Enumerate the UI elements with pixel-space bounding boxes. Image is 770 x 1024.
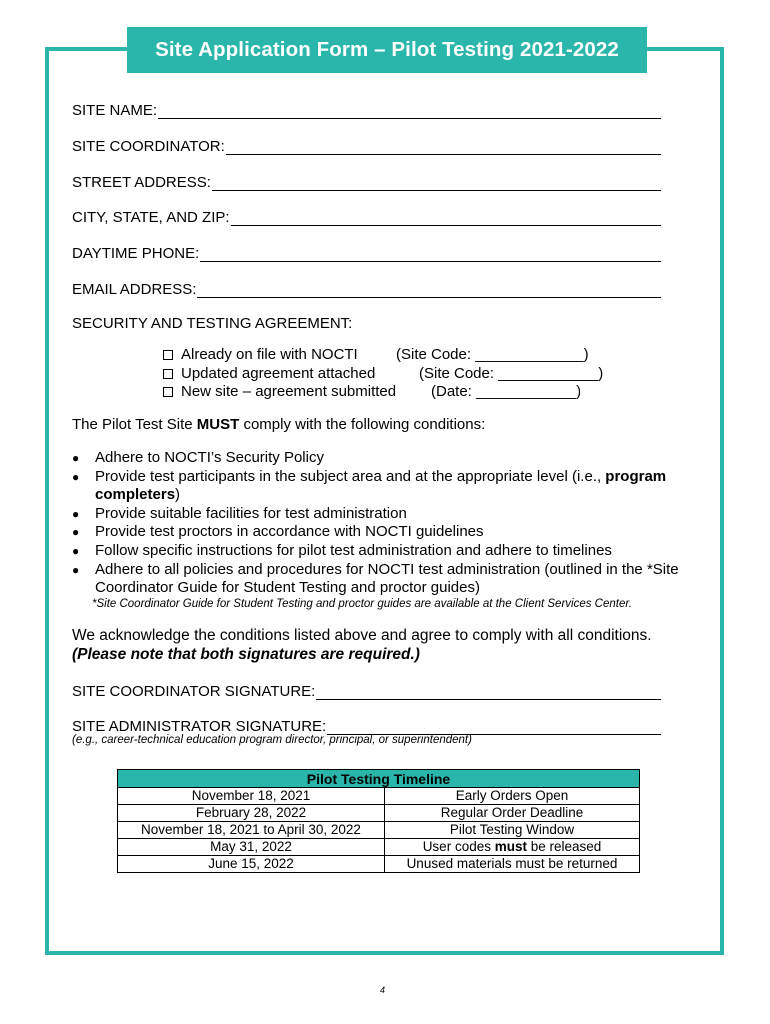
event-text-end: be released xyxy=(526,839,602,854)
checkbox-icon[interactable] xyxy=(163,350,173,360)
condition-item xyxy=(72,542,692,561)
bullet-icon: ● xyxy=(72,525,80,540)
timeline-date: February 28, 2022 xyxy=(118,805,385,822)
timeline-event xyxy=(385,788,640,805)
option-detail: (Site Code: _____________) xyxy=(396,346,589,363)
condition-item xyxy=(72,561,692,598)
administrator-examples: (e.g., career-technical education program director, principal, or superintendent) xyxy=(72,734,472,746)
option-new-site[interactable] xyxy=(163,383,603,402)
option-detail: (Date: ____________) xyxy=(431,383,582,400)
daytime-phone-field[interactable] xyxy=(72,242,661,262)
condition-text-end: ) xyxy=(175,486,181,504)
timeline-title: Pilot Testing Timeline xyxy=(118,770,640,788)
acknowledgement xyxy=(72,626,652,664)
condition-text: Adhere to all policies and procedures for NOCTI test administration (outlined in the *Site Coordinator Guide for Student Testing and proctor guides) xyxy=(95,560,679,597)
timeline-date: November 18, 2021 to April 30, 2022 xyxy=(118,822,385,839)
security-agreement-title: SECURITY AND TESTING AGREEMENT: xyxy=(72,315,353,332)
condition-item xyxy=(72,505,692,524)
timeline-date: June 15, 2022 xyxy=(118,856,385,873)
event-text: Regular Order Deadline xyxy=(440,805,584,820)
timeline-row xyxy=(118,856,640,873)
daytime-phone-line[interactable] xyxy=(200,247,661,262)
condition-item xyxy=(72,523,692,542)
timeline-header-row xyxy=(118,770,640,788)
coordinator-signature-label: SITE COORDINATOR SIGNATURE: xyxy=(72,683,316,700)
timeline-date: May 31, 2022 xyxy=(118,839,385,856)
checkbox-icon[interactable] xyxy=(163,387,173,397)
option-detail: (Site Code: ____________) xyxy=(419,364,604,382)
bullet-icon: ● xyxy=(72,469,80,484)
city-state-zip-field[interactable] xyxy=(72,206,661,226)
option-label: Updated agreement attached xyxy=(181,364,376,382)
street-address-field[interactable] xyxy=(72,171,661,191)
timeline-row xyxy=(118,788,640,805)
signature-requirement-note: (Please note that both signatures are required.) xyxy=(72,646,420,663)
email-address-line[interactable] xyxy=(197,283,661,298)
city-state-zip-line[interactable] xyxy=(231,211,661,226)
administrator-signature-line[interactable] xyxy=(327,720,661,735)
site-name-label: SITE NAME: xyxy=(72,102,158,119)
timeline-row xyxy=(118,822,640,839)
condition-item xyxy=(72,468,692,505)
checkbox-icon[interactable] xyxy=(163,369,173,379)
site-coordinator-label: SITE COORDINATOR: xyxy=(72,138,225,155)
timeline-row xyxy=(118,805,640,822)
condition-text: Provide test proctors in accordance with NOCTI guidelines xyxy=(95,523,484,541)
bullet-icon: ● xyxy=(72,451,80,465)
intro-emphasis: MUST xyxy=(196,416,240,433)
pilot-testing-timeline xyxy=(117,769,640,873)
option-already-on-file[interactable] xyxy=(163,346,603,365)
street-address-label: STREET ADDRESS: xyxy=(72,174,211,191)
event-text: Early Orders Open xyxy=(455,788,569,803)
intro-text: The Pilot Test Site xyxy=(72,416,197,433)
page-number: 4 xyxy=(380,985,386,995)
event-text: Pilot Testing Window xyxy=(449,822,575,837)
site-coordinator-line[interactable] xyxy=(226,140,661,155)
timeline-event xyxy=(385,856,640,873)
bullet-icon: ● xyxy=(72,506,80,521)
timeline-row xyxy=(118,839,640,856)
event-text: User codes xyxy=(422,839,495,854)
condition-text: Provide test participants in the subject area and at the appropriate level (i.e., xyxy=(95,467,606,485)
email-address-field[interactable] xyxy=(72,278,661,298)
acknowledgement-statement: We acknowledge the conditions listed above and agree to comply with all conditions. xyxy=(72,627,652,644)
security-options xyxy=(163,346,603,402)
conditions-list xyxy=(72,449,692,598)
administrator-signature-field[interactable] xyxy=(72,715,661,735)
street-address-line[interactable] xyxy=(212,176,661,191)
coordinator-signature-field[interactable] xyxy=(72,680,661,700)
timeline-event xyxy=(385,805,640,822)
event-text: Unused materials must be returned xyxy=(406,856,618,871)
site-coordinator-field[interactable] xyxy=(72,135,661,155)
timeline-event xyxy=(385,839,640,856)
guide-footnote: *Site Coordinator Guide for Student Testing and proctor guides are available at the Client Services Center. xyxy=(92,598,632,610)
bullet-icon: ● xyxy=(72,543,80,558)
daytime-phone-label: DAYTIME PHONE: xyxy=(72,245,200,262)
conditions-intro xyxy=(72,416,485,433)
option-updated-agreement[interactable] xyxy=(163,365,603,384)
site-name-field[interactable] xyxy=(72,99,661,119)
email-address-label: EMAIL ADDRESS: xyxy=(72,281,197,298)
timeline-event xyxy=(385,822,640,839)
condition-text: Provide suitable facilities for test administration xyxy=(95,504,407,522)
timeline-date: November 18, 2021 xyxy=(118,788,385,805)
administrator-signature-label: SITE ADMINISTRATOR SIGNATURE: xyxy=(72,718,327,735)
condition-text: Adhere to NOCTI’s Security Policy xyxy=(95,449,324,466)
condition-text: Follow specific instructions for pilot test administration and adhere to timelines xyxy=(95,541,612,559)
option-label: Already on file with NOCTI xyxy=(181,346,358,363)
intro-text-end: comply with the following conditions: xyxy=(239,416,486,433)
option-label: New site – agreement submitted xyxy=(181,383,397,400)
bullet-icon: ● xyxy=(72,562,80,577)
condition-bold: program completers xyxy=(95,467,667,504)
coordinator-signature-line[interactable] xyxy=(316,685,661,700)
city-state-zip-label: CITY, STATE, AND ZIP: xyxy=(72,209,230,226)
condition-item xyxy=(72,449,692,468)
form-title: Site Application Form – Pilot Testing 2021-2022 xyxy=(127,27,647,73)
event-bold: must xyxy=(494,839,527,854)
site-name-line[interactable] xyxy=(158,104,661,119)
